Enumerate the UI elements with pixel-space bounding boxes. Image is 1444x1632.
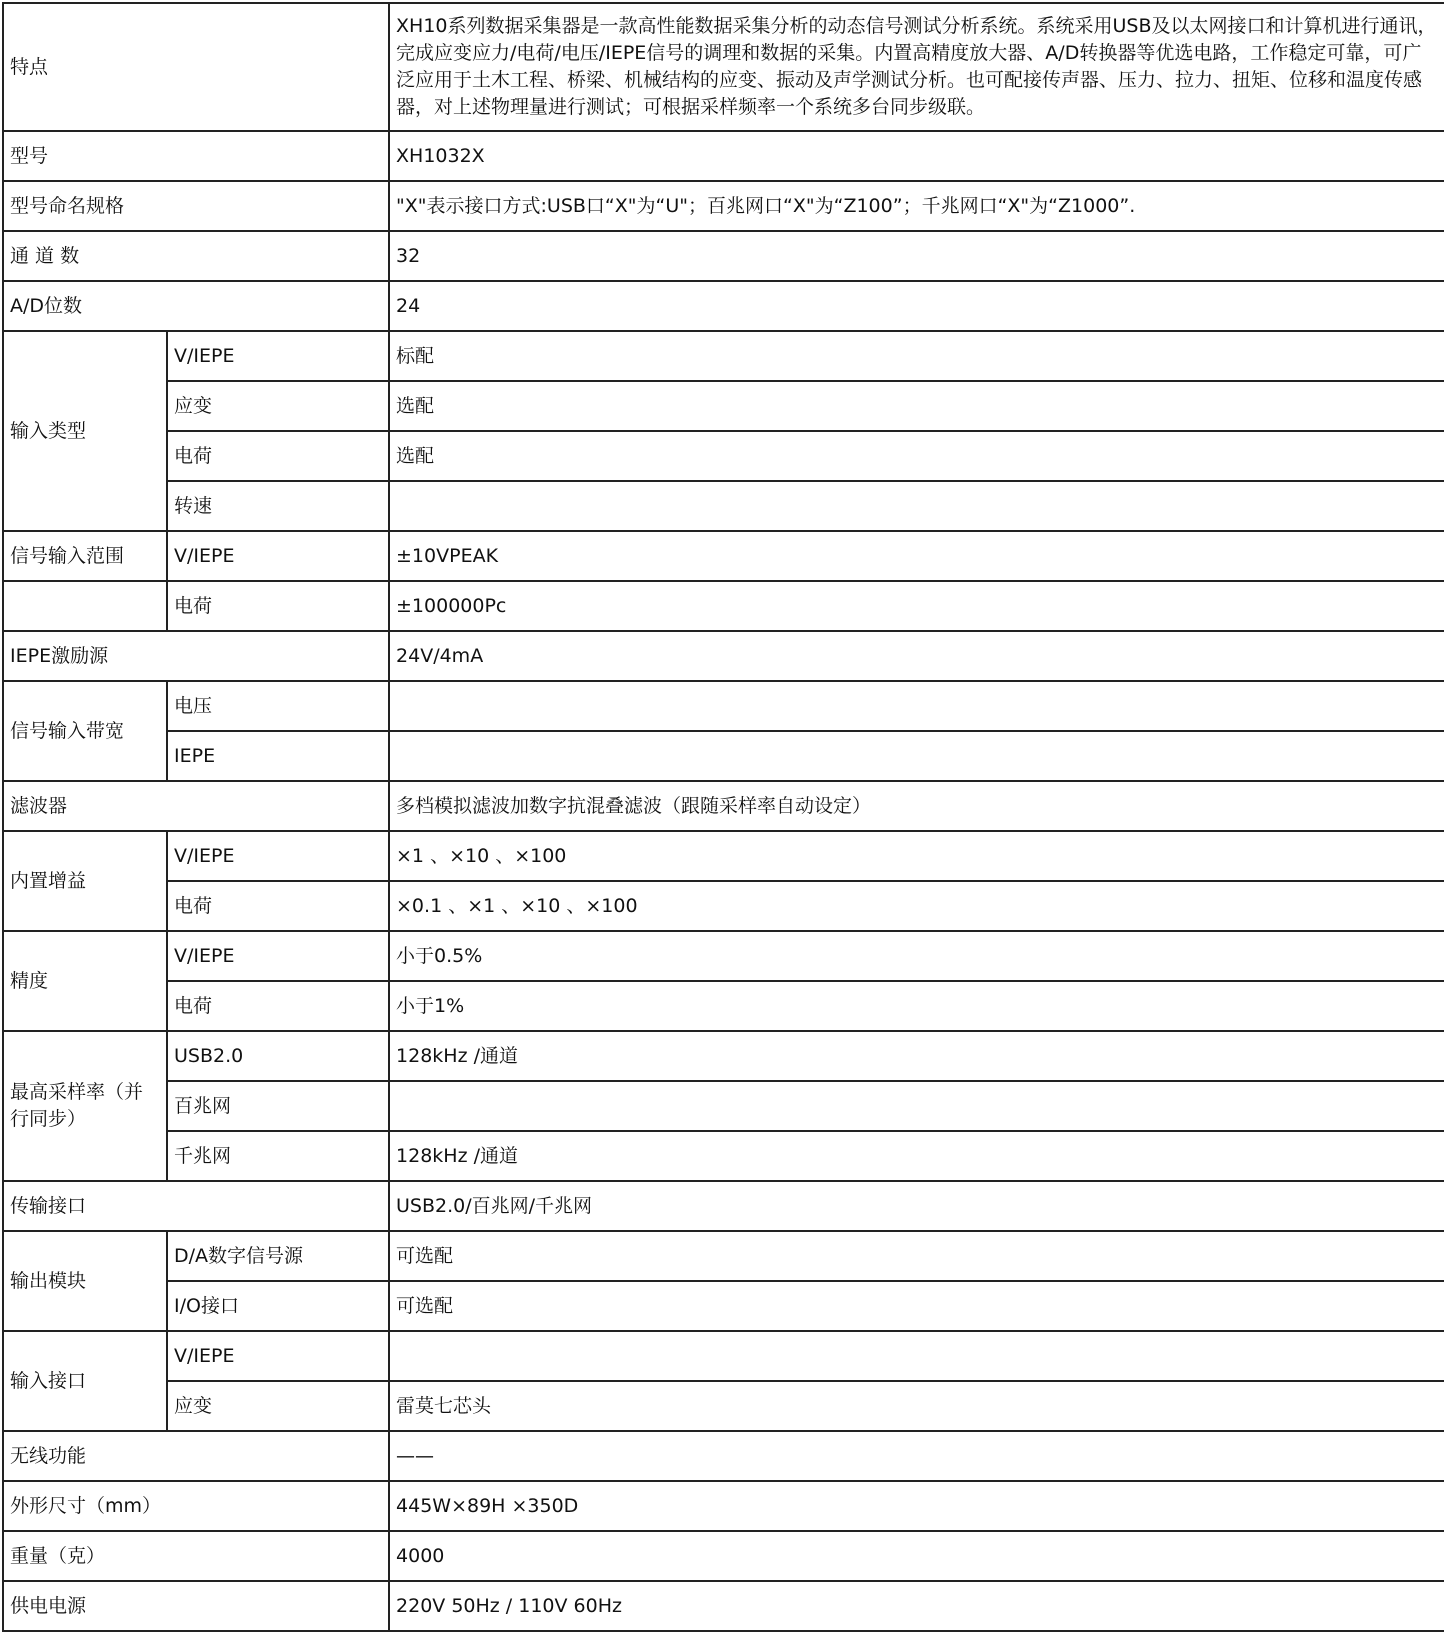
output-value: 可选配 xyxy=(389,1281,1444,1331)
spec-table xyxy=(2,2,1444,1632)
table-row xyxy=(3,681,1444,731)
weight-label: 重量（克） xyxy=(3,1531,389,1581)
gain-sub: V/IEPE xyxy=(167,831,389,881)
wireless-label: 无线功能 xyxy=(3,1431,389,1481)
bandwidth-sub: IEPE xyxy=(167,731,389,781)
sample-rate-value: 128kHz /通道 xyxy=(389,1131,1444,1181)
sample-rate-sub: USB2.0 xyxy=(167,1031,389,1081)
accuracy-sub: 电荷 xyxy=(167,981,389,1031)
table-row xyxy=(3,1131,1444,1181)
table-row xyxy=(3,1181,1444,1231)
table-row xyxy=(3,1281,1444,1331)
model-value: XH1032X xyxy=(389,131,1444,181)
dimensions-value: 445W×89H ×350D xyxy=(389,1481,1444,1531)
input-type-sub: V/IEPE xyxy=(167,331,389,381)
input-range-value: ±100000Pc xyxy=(389,581,1444,631)
power-label: 供电电源 xyxy=(3,1581,389,1631)
gain-value: ×1 、×10 、×100 xyxy=(389,831,1444,881)
dimensions-label: 外形尺寸（mm） xyxy=(3,1481,389,1531)
bandwidth-sub: 电压 xyxy=(167,681,389,731)
input-range-sub: 电荷 xyxy=(167,581,389,631)
sample-rate-sub: 千兆网 xyxy=(167,1131,389,1181)
features-value: XH10系列数据采集器是一款高性能数据采集分析的动态信号测试分析系统。系统采用USB及以太网接口和计算机进行通讯，完成应变应力/电荷/电压/IEPE信号的调理和数据的采集。内置高精度放大器、A/D转换器等优选电路，工作稳定可靠，可广泛应用于土木工程、桥梁、机械结构的应变、振动及声学测试分析。也可配接传声器、压力、拉力、扭矩、位移和温度传感器，对上述物理量进行测试；可根据采样频率一个系统多台同步级联。 xyxy=(389,3,1444,131)
table-row xyxy=(3,1381,1444,1431)
table-row xyxy=(3,581,1444,631)
output-sub: D/A数字信号源 xyxy=(167,1231,389,1281)
channels-value: 32 xyxy=(389,231,1444,281)
naming-value: "X"表示接口方式:USB口“X"为“U"；百兆网口“X"为“Z100”；千兆网口“X"为“Z1000”. xyxy=(389,181,1444,231)
iepe-source-value: 24V/4mA xyxy=(389,631,1444,681)
weight-value: 4000 xyxy=(389,1531,1444,1581)
table-row xyxy=(3,481,1444,531)
table-row xyxy=(3,881,1444,931)
output-label: 输出模块 xyxy=(3,1231,167,1331)
bandwidth-label: 信号输入带宽 xyxy=(3,681,167,781)
table-row xyxy=(3,131,1444,181)
input-type-sub: 电荷 xyxy=(167,431,389,481)
table-row xyxy=(3,1031,1444,1081)
naming-label: 型号命名规格 xyxy=(3,181,389,231)
bandwidth-value xyxy=(389,731,1444,781)
table-row xyxy=(3,331,1444,381)
sample-rate-value: 128kHz /通道 xyxy=(389,1031,1444,1081)
sample-rate-label: 最高采样率（并行同步） xyxy=(3,1031,167,1181)
input-range-value: ±10VPEAK xyxy=(389,531,1444,581)
features-label: 特点 xyxy=(3,3,389,131)
filter-label: 滤波器 xyxy=(3,781,389,831)
gain-sub: 电荷 xyxy=(167,881,389,931)
table-row xyxy=(3,1081,1444,1131)
input-type-value: 选配 xyxy=(389,431,1444,481)
table-row xyxy=(3,831,1444,881)
gain-label: 内置增益 xyxy=(3,831,167,931)
input-type-value: 选配 xyxy=(389,381,1444,431)
input-type-label: 输入类型 xyxy=(3,331,167,531)
bandwidth-value xyxy=(389,681,1444,731)
table-row xyxy=(3,1581,1444,1631)
table-row xyxy=(3,3,1444,131)
filter-value: 多档模拟滤波加数字抗混叠滤波（跟随采样率自动设定） xyxy=(389,781,1444,831)
table-row xyxy=(3,631,1444,681)
gain-value: ×0.1 、×1 、×10 、×100 xyxy=(389,881,1444,931)
table-row xyxy=(3,981,1444,1031)
table-row xyxy=(3,1481,1444,1531)
output-sub: I/O接口 xyxy=(167,1281,389,1331)
input-type-value xyxy=(389,481,1444,531)
transfer-value: USB2.0/百兆网/千兆网 xyxy=(389,1181,1444,1231)
table-row xyxy=(3,1531,1444,1581)
accuracy-value: 小于1% xyxy=(389,981,1444,1031)
input-port-label: 输入接口 xyxy=(3,1331,167,1431)
accuracy-label: 精度 xyxy=(3,931,167,1031)
table-row xyxy=(3,381,1444,431)
accuracy-value: 小于0.5% xyxy=(389,931,1444,981)
iepe-source-label: IEPE激励源 xyxy=(3,631,389,681)
table-row xyxy=(3,431,1444,481)
table-row xyxy=(3,181,1444,231)
input-port-value: 雷莫七芯头 xyxy=(389,1381,1444,1431)
table-row xyxy=(3,931,1444,981)
input-type-sub: 应变 xyxy=(167,381,389,431)
table-row xyxy=(3,781,1444,831)
model-label: 型号 xyxy=(3,131,389,181)
input-range-label-empty xyxy=(3,581,167,631)
table-row xyxy=(3,1431,1444,1481)
sample-rate-value xyxy=(389,1081,1444,1131)
input-range-sub: V/IEPE xyxy=(167,531,389,581)
input-port-sub: 应变 xyxy=(167,1381,389,1431)
input-type-value: 标配 xyxy=(389,331,1444,381)
wireless-value: —— xyxy=(389,1431,1444,1481)
table-row xyxy=(3,731,1444,781)
input-type-sub: 转速 xyxy=(167,481,389,531)
output-value: 可选配 xyxy=(389,1231,1444,1281)
table-row xyxy=(3,231,1444,281)
ad-bits-value: 24 xyxy=(389,281,1444,331)
table-row xyxy=(3,1231,1444,1281)
channels-label: 通 道 数 xyxy=(3,231,389,281)
input-port-value xyxy=(389,1331,1444,1381)
accuracy-sub: V/IEPE xyxy=(167,931,389,981)
sample-rate-sub: 百兆网 xyxy=(167,1081,389,1131)
input-range-label: 信号输入范围 xyxy=(3,531,167,581)
transfer-label: 传输接口 xyxy=(3,1181,389,1231)
input-port-sub: V/IEPE xyxy=(167,1331,389,1381)
table-row xyxy=(3,281,1444,331)
table-row xyxy=(3,1331,1444,1381)
table-row xyxy=(3,531,1444,581)
ad-bits-label: A/D位数 xyxy=(3,281,389,331)
power-value: 220V 50Hz / 110V 60Hz xyxy=(389,1581,1444,1631)
